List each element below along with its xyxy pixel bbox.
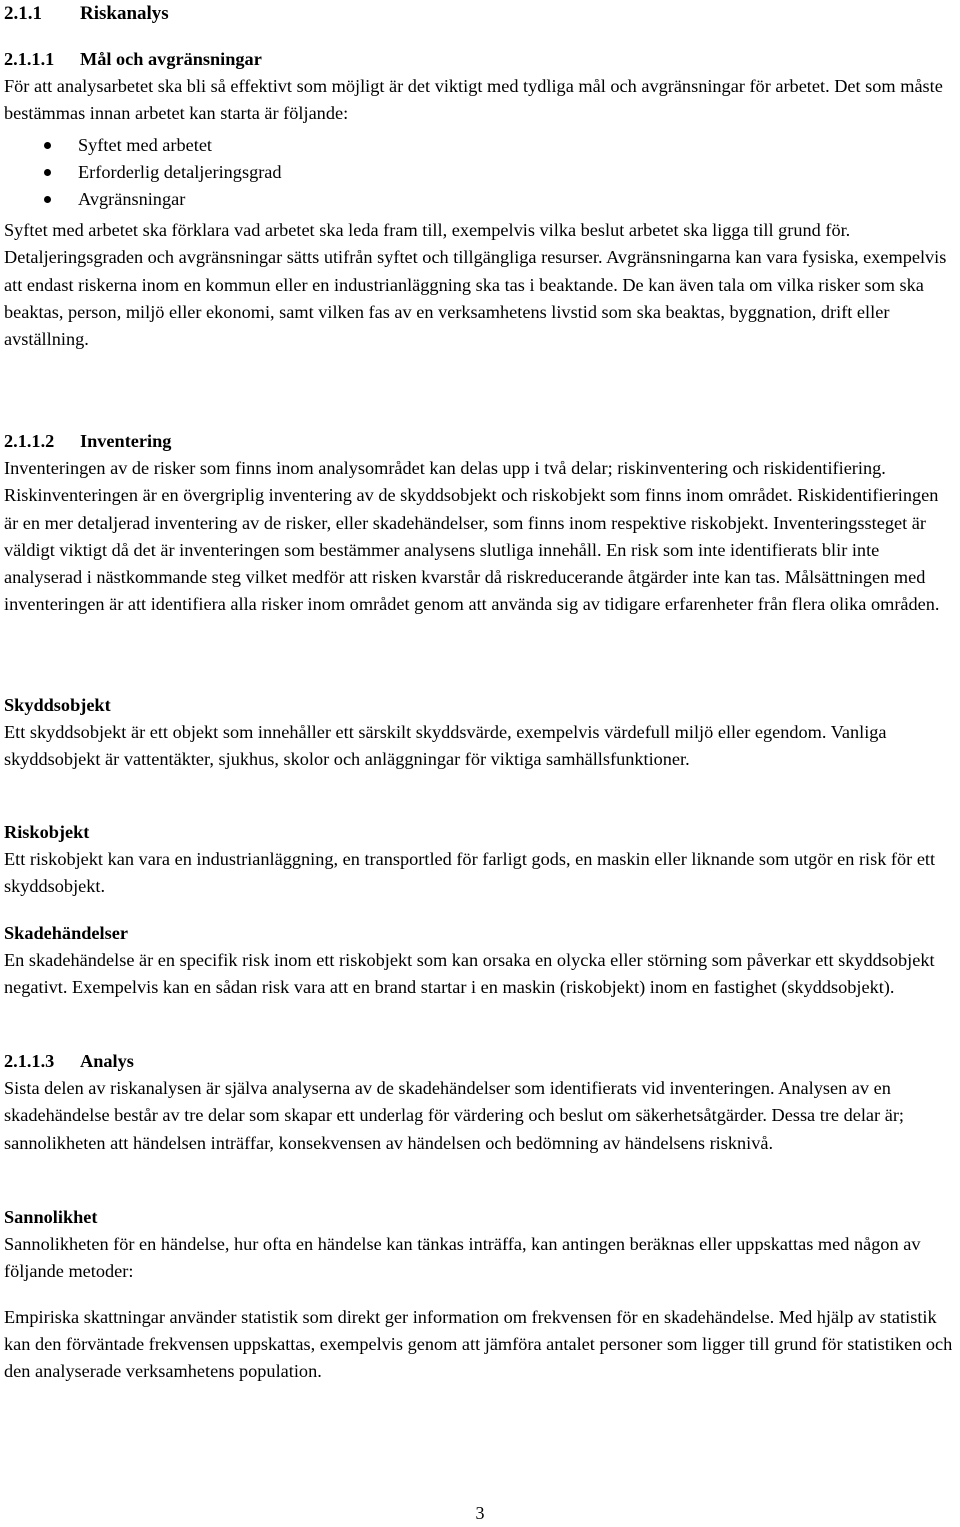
subsection-riskobjekt [4,819,956,901]
paragraph-empiriska: Empiriska skattningar använder statistik som direkt ger information om frekvensen för en skadehändelse. Med hjälp av statistik kan den förväntade frekvensen uppskattas, exempelvis genom att jämföra antalet personer som ligger till grund för statistiken och den analyserade verksamhetens population. [4,1306,953,1382]
heading-skadehandelser: Skadehändelser [4,923,128,943]
paragraph-body: En skadehändelse är en specifik risk inom ett riskobjekt som kan orsaka en olycka eller störning som påverkar ett skyddsobjekt negativt. Exempelvis kan en sådan risk vara att en brand startar i en maskin (riskobjekt) inom en fastighet (skyddsobjekt). [4,950,935,998]
heading-title: Riskanalys [80,3,169,24]
subsection-skyddsobjekt [4,692,956,774]
section-2-1-1-3 [4,1048,956,1157]
heading-skyddsobjekt: Skyddsobjekt [4,695,111,715]
list-item: Avgränsningar [4,186,956,213]
paragraph-intro: För att analysarbetet ska bli så effektivt som möjligt är det viktigt med tydliga mål och avgränsningar för arbetet. Det som måste bestämmas innan arbetet kan starta är följande: [4,76,943,124]
list-item: Erforderlig detaljeringsgrad [4,159,956,186]
subsection-sannolikhet [4,1204,956,1385]
paragraph-body: Syftet med arbetet ska förklara vad arbetet ska leda fram till, exempelvis vilka beslut arbetet ska ligga till grund för. Detaljeringsgraden och avgränsningar sätts utifrån syftet och tillgängliga resurser. Avgränsningarna kan vara fysiska, exempelvis att endast riskerna inom en kommun eller en industrianläggning ska tas i beaktande. De kan även tala om vilka risker som ska beaktas, person, miljö eller ekonomi, samt vilken fas av en verksamhetens livstid som ska beaktas, byggnation, drift eller avställning. [4,220,947,350]
paragraph-body: Sannolikheten för en händelse, hur ofta en händelse kan tänkas inträffa, kan antingen beräknas eller uppskattas med någon av följande metoder: [4,1234,921,1282]
paragraph-body: Ett riskobjekt kan vara en industrianläggning, en transportled för farligt gods, en maskin eller liknande som utgör en risk för ett skyddsobjekt. [4,849,936,897]
section-2-1-1 [4,0,956,27]
heading-title: Inventering [80,431,172,451]
heading-inventering [4,428,956,455]
heading-title: Analys [80,1051,134,1071]
paragraph-body: Ett skyddsobjekt är ett objekt som innehåller ett särskilt skyddsvärde, exempelvis värdefull miljö eller egendom. Vanliga skyddsobjekt är vattentäkter, sjukhus, skolor och anläggningar för viktiga samhällsfunktioner. [4,722,887,770]
heading-number: 2.1.1.2 [4,431,55,451]
heading-riskanalys [4,0,956,27]
paragraph-body: Inventeringen av de risker som finns inom analysområdet kan delas upp i två delar; riskinventering och riskidentifiering. Riskinventeringen är en övergriplig inventering av de skyddsobjekt och riskobjekt som finns inom området. Riskidentifieringen är en mer detaljerad inventering av de risker, eller skadehändelser, som finns inom respektive riskobjekt. Inventeringssteget är väldigt viktigt då det är inventeringen som bestämmer analysens slutliga innehåll. En risk som inte identifierats blir inte analyserad i nästkommande steg vilket medför att risken kvarstår då riskreducerande åtgärder inte kan tas. Målsättningen med inventeringen är att identifiera alla risker inom området genom att använda sig av tidigare erfarenheter från flera olika områden. [4,458,940,615]
heading-number: 2.1.1.1 [4,49,55,69]
subsection-skadehandelser [4,920,956,1002]
section-2-1-1-1 [4,46,956,353]
heading-number: 2.1.1.3 [4,1051,55,1071]
heading-analys [4,1048,956,1075]
paragraph-body: Sista delen av riskanalysen är själva analyserna av de skadehändelser som identifierats vid inventeringen. Analysen av en skadehändelse består av tre delar som skapar ett underlag för värdering och beslut om säkerhetsåtgärder. Dessa tre delar är; sannolikheten att händelsen inträffar, konsekvensen av händelsen och bedömning av händelsens risknivå. [4,1078,904,1153]
heading-mal-och-avgransningar [4,46,956,73]
section-2-1-1-2 [4,428,956,618]
list-item: Syftet med arbetet [4,132,956,159]
heading-title: Mål och avgränsningar [80,49,262,69]
heading-sannolikhet: Sannolikhet [4,1207,98,1227]
bullet-list [4,132,956,214]
heading-riskobjekt: Riskobjekt [4,822,90,842]
page-number: 3 [475,1503,485,1523]
heading-number: 2.1.1 [4,3,42,24]
